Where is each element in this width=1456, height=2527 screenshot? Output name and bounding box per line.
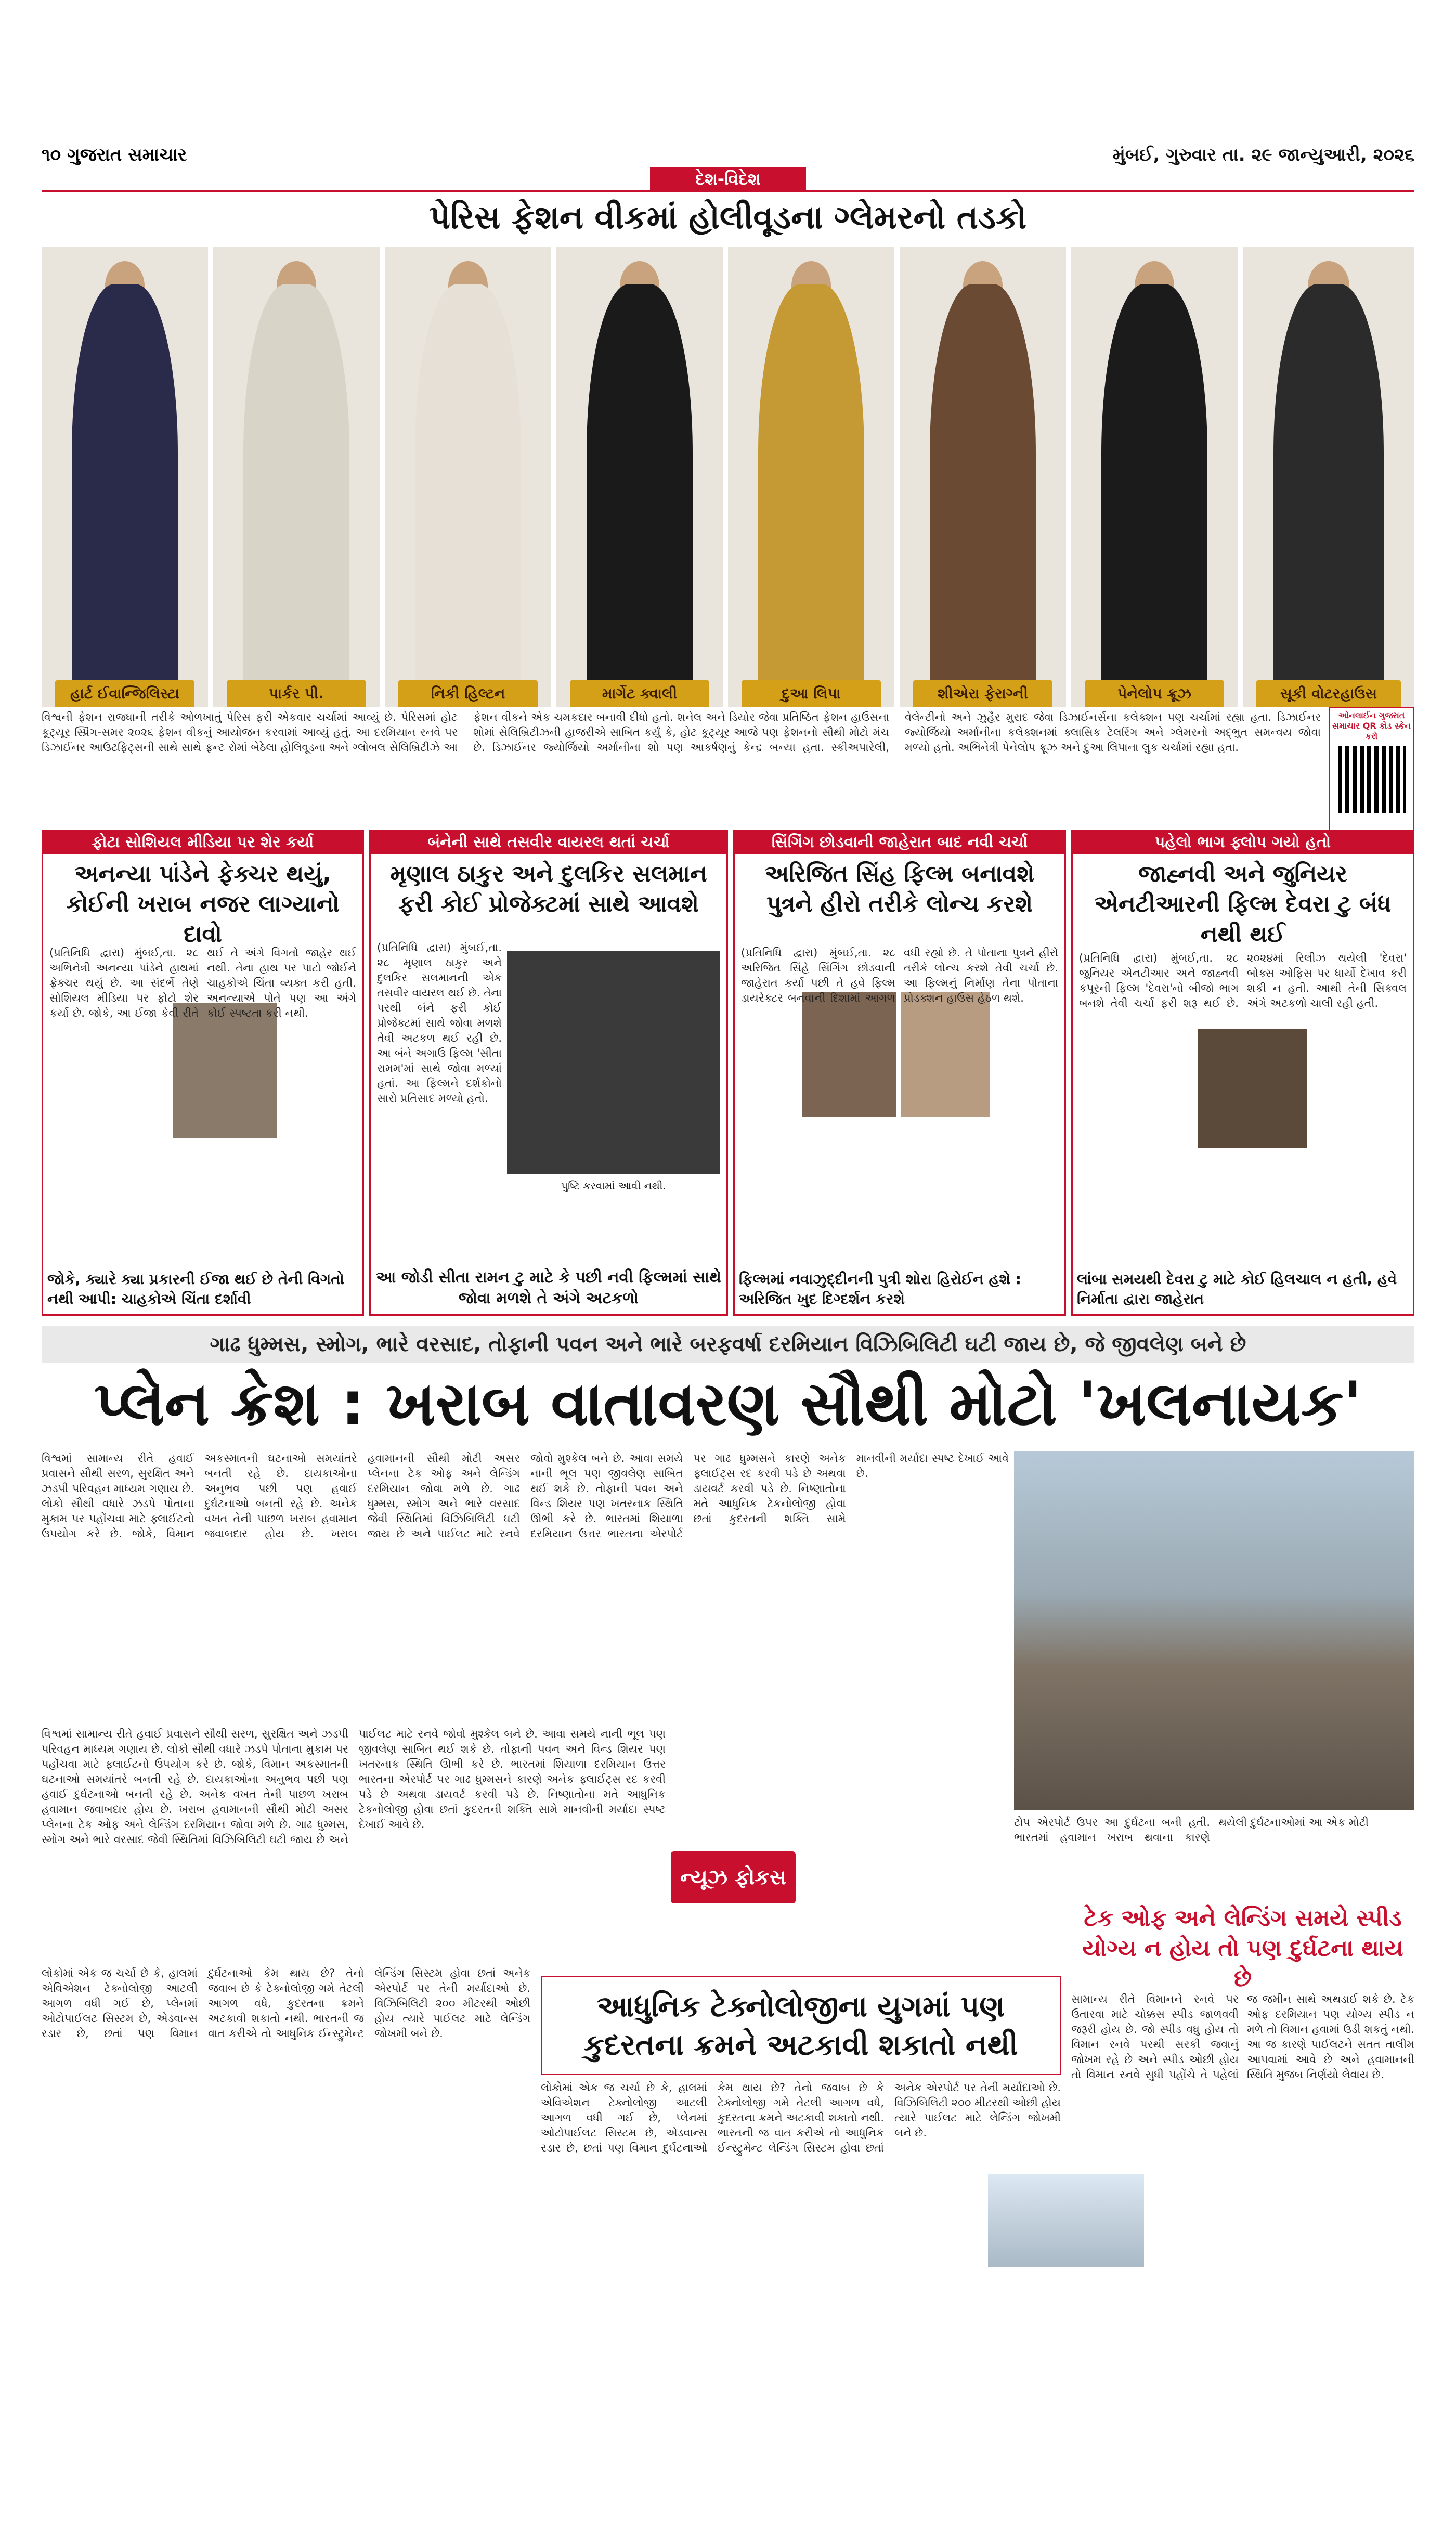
airplane-photo [988, 2174, 1144, 2267]
photo-1 [42, 247, 208, 707]
story-mrunal [369, 830, 728, 1316]
page-title: પેરિસ ફેશન વીકમાં હોલીવૂડના ગ્લેમરનો તડકો [429, 198, 1027, 236]
photo-7 [1071, 247, 1238, 707]
crash-photo [1014, 1451, 1414, 1810]
story-text: (પ્રતિનિધિ દ્વારા) મુંબઈ,તા. ૨૮ અરિજિત સિંહે સિંગિંગ છોડવાની જાહેરાત કર્યા પછી તે હવે ફિલ્મ ડાયરેક્ટર બનવાની દિશામાં આગળ વધી રહ્યો છે. તે પોતાના પુત્રને હીરો તરીકે લોન્ચ કરશે તેવી ચર્ચા છે. આ ફિલ્મનું નિર્માણ તેના પોતાના પ્રોડક્શન હાઉસ હેઠળ થશે. [741, 947, 1058, 1004]
story-headline: અનન્યા પાંડેને ફેક્ચર થયું, કોઈની ખરાબ નજર લાગ્યાનો દાવો [66, 861, 340, 948]
story-kicker: પહેલો ભાગ ફ્લોપ ગયો હતો [1073, 831, 1413, 854]
section-tag: દેશ-વિદેશ [650, 167, 806, 190]
qr-box[interactable] [1329, 707, 1414, 837]
photo-caption: હાર્ટ ઈવાન્જિલિસ્ટા [55, 680, 195, 707]
crash-article-text-4: લોકોમાં એક જ ચર્ચા છે કે, હાલમાં એવિએશન ટેક્નોલોજી આટલી આગળ વધી ગઈ છે, પ્લેનમાં ઓટોપાઈલટ સિસ્ટમ છે, એડવાન્સ રડાર છે, છતાં પણ વિમાન દુર્ઘટનાઓ કેમ થાય છે? તેનો જવાબ છે કે ટેક્નોલોજી ગમે તેટલી આગળ વધે, કુદરતના ક્રમને અટકાવી શકાતો નથી. ભારતની જ વાત કરીએ તો આધુનિક ઈન્સ્ટ્રુમેન્ટ લેન્ડિંગ સિસ્ટમ હોવા છતાં અનેક એરપોર્ટ પર તેની મર્યાદાઓ છે. વિઝિબિલિટી ૨૦૦ મીટરથી ઓછી હોય ત્યારે પાઈલટ માટે લેન્ડિંગ જોખમી બને છે. [541, 2081, 1061, 2154]
story-devara [1071, 830, 1414, 1316]
story-footer: લાંબા સમયથી દેવરા ટુ માટે કોઈ હિલચાલ ન હતી, હવે નિર્માતા દ્વારા જાહેરાત [1077, 1271, 1397, 1307]
page-number-brand: ૧૦ ગુજરાત સમાચાર [42, 145, 187, 165]
masthead [42, 145, 1414, 165]
photo-caption: પેનેલોપ ક્રૂઝ [1085, 680, 1225, 707]
story-text: (પ્રતિનિધિ દ્વારા) મુંબઈ,તા. ૨૮ મૃણાલ ઠાકુર અને દુલકિર સલમાનની એક તસવીર વાયરલ થઈ છે. તેના પરથી બંને ફરી કોઈ પ્રોજેક્ટમાં સાથે જોવા મળશે તેવી અટકળ થઈ રહી છે. આ બંને અગાઉ ફિલ્મ 'સીતા રામમ'માં સાથે જોવા મળ્યાં હતાં. આ ફિલ્મને દર્શકોનો સારો પ્રતિસાદ મળ્યો હતો. [377, 941, 502, 1105]
figure-1 [72, 284, 178, 707]
story-kicker: સિંગિંગ છોડવાની જાહેરાત બાદ નવી ચર્ચા [735, 831, 1064, 854]
sub-headline: આધુનિક ટેક્નોલોજીના યુગમાં પણ કુદરતના ક્રમને અટકાવી શકાતો નથી [583, 1990, 1018, 2062]
sub-headline-box [541, 1976, 1061, 2075]
photo-3 [385, 247, 551, 707]
photo-8 [1243, 247, 1414, 707]
sub-headline-2-box [1071, 1903, 1414, 1992]
story-footer: આ જોડી સીતા રામન ટુ માટે કે પછી નવી ફિલ્મમાં સાથે જોવા મળશે તે અંગે અટકળો [376, 1268, 721, 1307]
photo-caption: દુઆ લિપા [742, 680, 881, 707]
photo-6 [900, 247, 1066, 707]
photo-4 [556, 247, 723, 707]
story-arijit [733, 830, 1066, 1316]
story-headline: મૃણાલ ઠાકુર અને દુલકિર સલમાન ફરી કોઈ પ્રોજેક્ટમાં સાથે આવશે [390, 861, 707, 917]
story-footer: ફિલ્મમાં નવાઝુદ્દીનની પુત્રી શોરા હિરોઈન હશે : અરિજિત ખુદ દિગ્દર્શન કરશે [739, 1271, 1021, 1307]
story-headline: અરિજિત સિંહ ફિલ્મ બનાવશે પુત્રને હીરો તરીકે લોન્ચ કરશે [764, 861, 1035, 917]
crash-article-text: વિશ્વમાં સામાન્ય રીતે હવાઈ પ્રવાસને સૌથી સરળ, સુરક્ષિત અને ઝડપી પરિવહન માધ્યમ ગણાય છે. લોકો સૌથી વધારે ઝડપે પોતાના મુકામ પર પહોંચવા માટે ફ્લાઈટનો ઉપયોગ કરે છે. જોકે, વિમાન અકસ્માતની ઘટનાઓ સમયાંતરે બનતી રહે છે. દાયકાઓના અનુભવ પછી પણ હવાઈ દુર્ઘટનાઓ બનતી રહે છે. અનેક વખત તેની પાછળ ખરાબ હવામાન જવાબદાર હોય છે. ખરાબ હવામાનની સૌથી મોટી અસર પ્લેનના ટેક ઓફ અને લેન્ડિંગ દરમિયાન જોવા મળે છે. ગાઢ ધુમ્મસ, સ્મોગ અને ભારે વરસાદ જેવી સ્થિતિમાં વિઝિબિલિટી ઘટી જાય છે અને પાઈલટ માટે રનવે જોવો મુશ્કેલ બને છે. આવા સમયે નાની ભૂલ પણ જીવલેણ સાબિત થઈ શકે છે. તોફાની પવન અને વિન્ડ શિયર પણ ખતરનાક સ્થિતિ ઊભી કરે છે. ભારતમાં શિયાળા દરમિયાન ઉત્તર ભારતના એરપોર્ટ પર ગાઢ ધુમ્મસને કારણે અનેક ફ્લાઈટ્સ રદ કરવી પડે છે અથવા ડાયવર્ટ કરવી પડે છે. નિષ્ણાતોના મતે આધુનિક ટેકનોલોજી હોવા છતાં કુદરતની શક્તિ સામે માનવીની મર્યાદા સ્પષ્ટ દેખાઈ આવે છે. [42, 1452, 1009, 1540]
crash-article-text-2: વિશ્વમાં સામાન્ય રીતે હવાઈ પ્રવાસને સૌથી સરળ, સુરક્ષિત અને ઝડપી પરિવહન માધ્યમ ગણાય છે. લોકો સૌથી વધારે ઝડપે પોતાના મુકામ પર પહોંચવા માટે ફ્લાઈટનો ઉપયોગ કરે છે. જોકે, વિમાન અકસ્માતની ઘટનાઓ સમયાંતરે બનતી રહે છે. દાયકાઓના અનુભવ પછી પણ હવાઈ દુર્ઘટનાઓ બનતી રહે છે. અનેક વખત તેની પાછળ ખરાબ હવામાન જવાબદાર હોય છે. ખરાબ હવામાનની સૌથી મોટી અસર પ્લેનના ટેક ઓફ અને લેન્ડિંગ દરમિયાન જોવા મળે છે. ગાઢ ધુમ્મસ, સ્મોગ અને ભારે વરસાદ જેવી સ્થિતિમાં વિઝિબિલિટી ઘટી જાય છે અને પાઈલટ માટે રનવે જોવો મુશ્કેલ બને છે. આવા સમયે નાની ભૂલ પણ જીવલેણ સાબિત થઈ શકે છે. તોફાની પવન અને વિન્ડ શિયર પણ ખતરનાક સ્થિતિ ઊભી કરે છે. ભારતમાં શિયાળા દરમિયાન ઉત્તર ભારતના એરપોર્ટ પર ગાઢ ધુમ્મસને કારણે અનેક ફ્લાઈટ્સ રદ કરવી પડે છે અથવા ડાયવર્ટ કરવી પડે છે. નિષ્ણાતોના મતે આધુનિક ટેકનોલોજી હોવા છતાં કુદરતની શક્તિ સામે માનવીની મર્યાદા સ્પષ્ટ દેખાઈ આવે છે. [42, 1728, 666, 1846]
main-headline: પ્લેન ક્રેશ : ખરાબ વાતાવરણ સૌથી મોટો 'ખલનાયક' [94, 1369, 1362, 1439]
sub-headline-2: ટેક ઓફ અને લેન્ડિંગ સમયે સ્પીડ યોગ્ય ન હોય તો પણ દુર્ઘટના થાય છે [1082, 1905, 1403, 1992]
photo-caption: પુષ્ટિ કરવામાં આવી નથી. [561, 1180, 666, 1192]
section-subhead-band: ગાઢ ધુમ્મસ, સ્મોગ, ભારે વરસાદ, તોફાની પવન અને ભારે બરફવર્ષા દરમિયાન વિઝિબિલિટી ઘટી જાય છે, જે જીવલેણ બને છે [42, 1326, 1414, 1363]
photo-strip [42, 247, 1414, 707]
story-text: (પ્રતિનિધિ દ્વારા) મુંબઈ,તા. ૨૮ અભિનેત્રી અનન્યા પાંડેને હાથમાં ફ્રેક્ચર થયું છે. આ સંદર્ભે તેણે સોશિયલ મીડિયા પર ફોટો શેર કર્યા છે. જોકે, આ ઈજા કેવી રીતે થઈ તે અંગે વિગતો જાહેર થઈ નથી. તેના હાથ પર પાટો જોઈને ચાહકોએ ચિંતા વ્યક્ત કરી હતી. અનન્યાએ પોતે પણ આ અંગે કોઈ સ્પષ્ટતા કરી નથી. [49, 947, 356, 1019]
photo-caption: પાર્કર પી. [227, 680, 367, 707]
issue-date: મુંબઈ, ગુરુવાર તા. ૨૯ જાન્યુઆરી, ૨૦૨૬ [1112, 145, 1414, 165]
crash-article-text-3: લોકોમાં એક જ ચર્ચા છે કે, હાલમાં એવિએશન ટેક્નોલોજી આટલી આગળ વધી ગઈ છે, પ્લેનમાં ઓટોપાઈલટ સિસ્ટમ છે, એડવાન્સ રડાર છે, છતાં પણ વિમાન દુર્ઘટનાઓ કેમ થાય છે? તેનો જવાબ છે કે ટેક્નોલોજી ગમે તેટલી આગળ વધે, કુદરતના ક્રમને અટકાવી શકાતો નથી. ભારતની જ વાત કરીએ તો આધુનિક ઈન્સ્ટ્રુમેન્ટ લેન્ડિંગ સિસ્ટમ હોવા છતાં અનેક એરપોર્ટ પર તેની મર્યાદાઓ છે. વિઝિબિલિટી ૨૦૦ મીટરથી ઓછી હોય ત્યારે પાઈલટ માટે લેન્ડિંગ જોખમી બને છે. [42, 1967, 530, 2040]
crash-article-text-5: સામાન્ય રીતે વિમાનને રનવે પર ઉતારવા માટે ચોક્કસ સ્પીડ જાળવવી જરૂરી હોય છે. જો સ્પીડ વધુ હોય તો વિમાન રનવે પરથી સરકી જવાનું જોખમ રહે છે અને સ્પીડ ઓછી હોય તો વિમાન રનવે સુધી પહોંચે તે પહેલાં જ જમીન સાથે અથડાઈ શકે છે. ટેક ઓફ દરમિયાન પણ યોગ્ય સ્પીડ ન મળે તો વિમાન હવામાં ઉડી શકતું નથી. આ જ કારણે પાઈલટને સતત તાલીમ આપવામાં આવે છે અને હવામાનની સ્થિતિ મુજબ નિર્ણયો લેવાય છે. [1071, 1993, 1414, 2081]
news-focus-logo: ન્યૂઝ ફોકસ [671, 1851, 796, 1903]
qr-label: ઓનલાઈન ગુજરાત સમાચાર QR કોડ સ્કેન કરો [1332, 710, 1411, 741]
crash-photo-caption: ટોપ એરપોર્ટ ઉપર આ દુર્ઘટના બની હતી. ભારતમાં હવામાન ખરાબ થવાના કારણે થયેલી દુર્ઘટનાઓમાં આ એક મોટી [1014, 1816, 1369, 1844]
divider [42, 190, 1414, 192]
story-text: (પ્રતિનિધિ દ્વારા) મુંબઈ,તા. ૨૮ જુનિયર એનટીઆર અને જાહ્નવી કપૂરની ફિલ્મ 'દેવરા'નો બીજો ભાગ બનશે તેવી ચર્ચા ફરી શરૂ થઈ છે. ૨૦૨૪માં રિલીઝ થયેલી 'દેવરા' બોક્સ ઓફિસ પર ધાર્યો દેખાવ કરી શકી ન હતી. આથી તેની સિક્વલ અંગે અટકળો ચાલી રહી હતી. [1079, 952, 1407, 1009]
story-kicker: બંનેની સાથે તસવીર વાયરલ થતાં ચર્ચા [371, 831, 726, 854]
story-footer: જોકે, ક્યારે ક્યા પ્રકારની ઈજા થઈ છે તેની વિગતો નથી આપી: ચાહકોએ ચિંતા દર્શાવી [47, 1271, 344, 1307]
story-photo [507, 951, 720, 1174]
qr-code-icon[interactable] [1338, 746, 1406, 813]
photo-caption: માર્ગેટ ક્વાલી [570, 680, 710, 707]
photo-caption: નિકી હિલ્ટન [398, 680, 538, 707]
story-kicker: ફોટા સોશિયલ મીડિયા પર શેર કર્યા [43, 831, 362, 854]
photo-2 [213, 247, 380, 707]
story-ananya [42, 830, 364, 1316]
photo-caption: શીએરા ફેરાગ્ની [913, 680, 1053, 707]
photo-caption: સૂકી વોટરહાઉસ [1256, 680, 1400, 707]
photo-5 [728, 247, 894, 707]
fashion-article-text: વિશ્વની ફેશન રાજધાની તરીકે ઓળખાતું પેરિસ ફરી એકવાર ચર્ચામાં આવ્યું છે. પેરિસમાં હોટ કૂટ્યૂર સ્પ્રિંગ-સમર ૨૦૨૬ ફેશન વીકનું આયોજન કરવામાં આવ્યું હતું. આ દરમિયાન રનવે પર ડિઝાઈનર આઉટફિટ્સની સાથે સાથે ફ્રન્ટ રોમાં બેઠેલા હોલિવૂડના અને ગ્લોબલ સેલિબ્રિટીઝે આ ફેશન વીકને એક ચમકદાર બનાવી દીધો હતો. શનેલ અને ડિયોર જેવા પ્રતિષ્ઠિત ફેશન હાઉસના શોમાં સેલિબ્રિટીઝની હાજરીએ સાબિત કર્યું કે, હોટ કૂટ્યૂર આજે પણ ફેશનનો સૌથી મોટો મંચ છે. ડિઝાઈનર જ્યોર્જિયો અર્માનીના શો પણ આકર્ષણનું કેન્દ્ર બન્યા હતા. સ્કીઅપારેલી, વેલેન્ટીનો અને ઝુહૈર મુરાદ જેવા ડિઝાઈનર્સના કલેક્શન પણ ચર્ચામાં રહ્યા હતા. ડિઝાઈનર જ્યોર્જિયો અર્માનીના કલેક્શનમાં ક્લાસિક ટેલરિંગ અને ગ્લેમરનો અદ્ભુત સમન્વય જોવા મળ્યો હતો. અભિનેત્રી પેનેલોપ ક્રૂઝ અને દુઆ લિપાના લુક ચર્ચામાં રહ્યા હતા. [42, 711, 1321, 754]
story-headline: જાહ્નવી અને જુનિયર એનટીઆરની ફિલ્મ દેવરા ટુ બંધ નથી થઈ [1094, 861, 1392, 948]
